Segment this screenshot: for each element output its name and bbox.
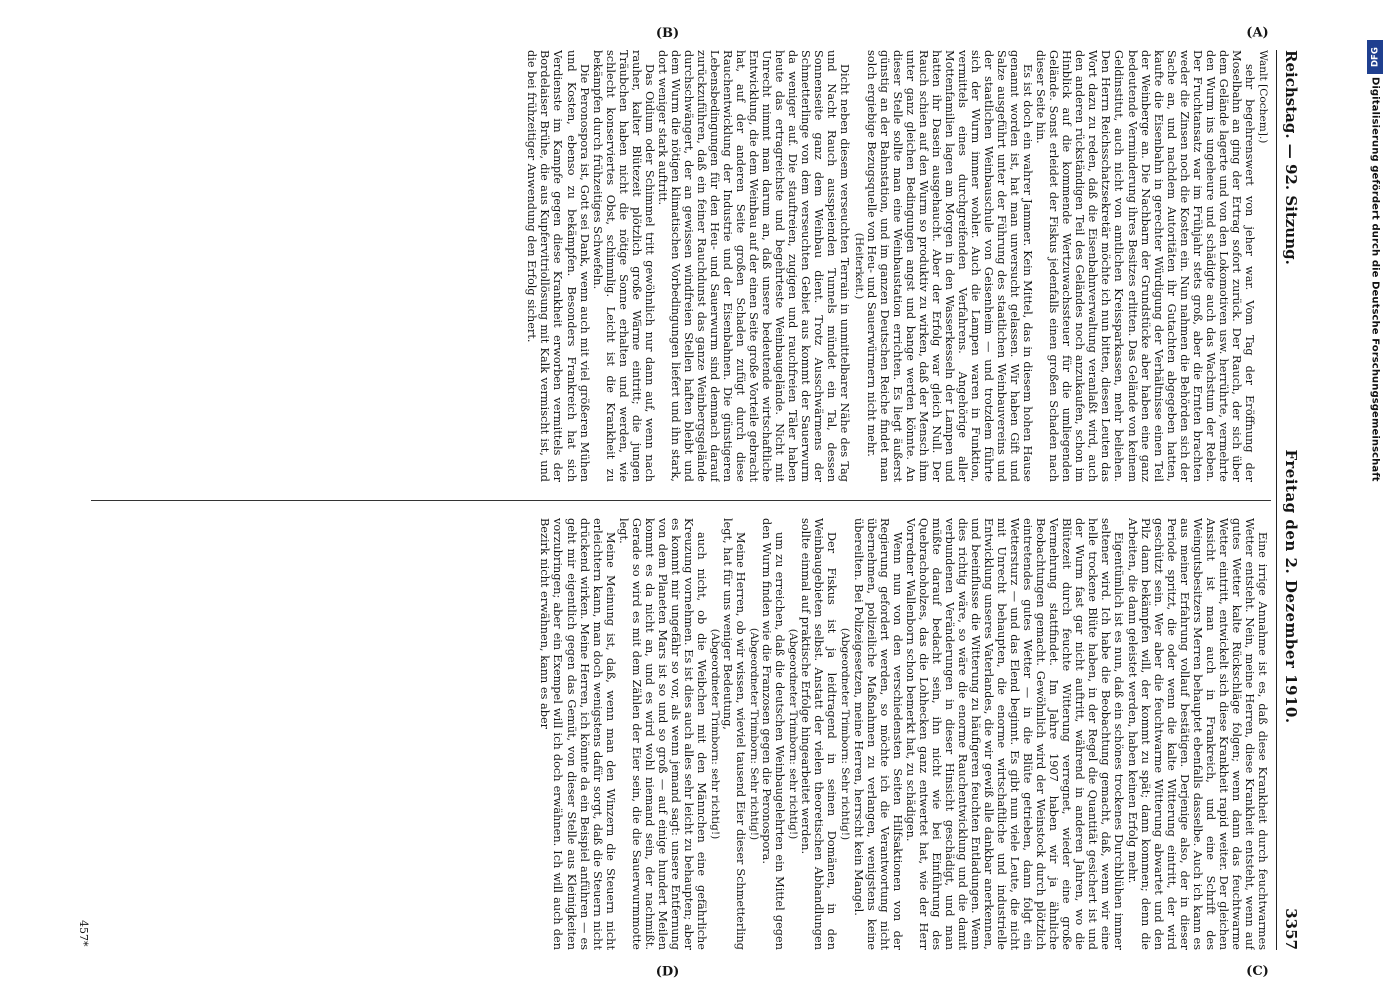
dfg-logo-text: DFG bbox=[1370, 47, 1380, 67]
page-number: 3357 bbox=[1282, 908, 1300, 950]
header-date: Freitag den 2. Dezember 1910. bbox=[1282, 449, 1300, 724]
paragraph: auch nicht, ob die Weibchen mit den Männchen eine gefährliche Kreuzung vornehmen. Es ist dies auch alles sehr leicht zu behaupten; aber es kommt mir ungefähr so vor, als wenn jemand sagt: unsere Entfernung von dem Planeten Mars ist so und so groß — auf einige hundert Meilen kommt es da nicht an, und es wird wohl niemand sein, der nachmißt. Gerade so wird es mit dem Zählen der Eier sein, die die Sauerwurmmotte legt. bbox=[616, 518, 708, 950]
left-column bbox=[89, 50, 1269, 482]
paragraph: Das Oidium oder Schimmel tritt gewöhnlich nur dann auf, wenn nach rauher, kalter Blütezeit plötzlich große Wärme eintritt; die jungen Träubchen haben nicht die nötige Sonne erhalten und werden, wie schlecht konserviertes Obst, schimmlig. Leicht ist die Krankheit zu bekämpfen durch frühzeitiges Schwefeln. bbox=[590, 50, 656, 482]
stage-direction: (Abgeordneter Trimborn: Sehr richtig!) bbox=[839, 627, 852, 841]
stage-direction: (Abgeordneter Trimborn: sehr richtig!) bbox=[709, 628, 722, 840]
stage-direction: (Abgeordneter Trimborn: Sehr richtig!) bbox=[748, 627, 761, 841]
margin-marker-a: (A) bbox=[1246, 25, 1269, 41]
digitization-caption-text: Digitalisierung gefördert durch die Deutsche Forschungsgemeinschaft bbox=[1369, 77, 1381, 482]
digitization-caption bbox=[1364, 40, 1383, 965]
signature-mark: 457* bbox=[77, 920, 90, 947]
stage-direction: (Abgeordneter Trimborn: sehr richtig!) bbox=[787, 628, 800, 840]
paragraph: Meine Meinung ist, daß, wenn man den Winzern die Steuern nicht erleichtern kann, man doch wenigstens dafür sorgt, daß die Steuern nicht drückend wirken. Meine Herren, ich könnte da ein Beispiel anführen — es geht mir eigentlich gegen das Gemüt, von dieser Stelle aus Kleinigkeiten vorzubringen; aber ein Exempel will ich doch erwähnen. Ich will auch den Bezirk nicht erwähnen, kann es aber bbox=[538, 518, 617, 950]
header-left: Reichstag. — 92. Sitzung. bbox=[1282, 50, 1300, 265]
rotated-document-page bbox=[75, 25, 1305, 980]
column-divider bbox=[91, 500, 1271, 501]
stage-direction: (Heiterkeit.) bbox=[852, 232, 865, 300]
speaker-line: Wanlt [Cochem].) bbox=[1257, 50, 1269, 144]
paragraph: um zu erreichen, daß die deutschen Weinbaugelehrten ein Mittel gegen den Wurm finden wie die Franzosen gegen die Peronospora. bbox=[760, 518, 787, 950]
margin-marker-b: (B) bbox=[655, 26, 680, 42]
margin-marker-d: (D) bbox=[655, 964, 680, 980]
paragraph: Dicht neben diesem verseuchten Terrain in unmittelbarer Nähe des Tag und Nacht Rauch ausspeienden Tunnels mündet ein Tal, dessen Sonnenseite ganz dem Weinbau dient. Trotz Ausschwärmens der Schmetterlinge von dem verseuchten Gebiet aus kommt der Sauerwurm da weniger auf. Die stauftreien, zugigen und rauchfreien Täler haben heute das ertragreichste und begehrteste Weinbaugelände. Nicht mit Unrecht nimmt man darum an, daß unsere bedeutende wirtschaftliche Entwicklung, die dem Weinbau auf der einen Seite große Vorteile gebracht hat, auf der anderen Seite großen Schaden zufügt durch diese Rauchentwicklung der Industrie und der Eisenbahnen. Die günstigeren Lebensbedingungen für den Heu- und Sauerwurm sind demnach darauf zurückzuführen, daß ein feiner Rauchdunst das ganze Weinbergsgelände durchschwängert, der an gewissen windfreien Stellen haften bleibt und dem Wurm die nötigen klimatischen Vorbedingungen liefert und ihn stark, dort weniger stark auftritt. bbox=[655, 50, 852, 482]
paragraph: Der Fiskus ist ja leidtragend in seinen Domänen, in den Weinbaugebieten selbst. Anstatt der vielen theoretischen Abhandlungen sollte einmal auf praktische Erfolge hingearbeitet werden. bbox=[799, 518, 839, 950]
margin-marker-c: (C) bbox=[1246, 963, 1269, 979]
paragraph: Es ist doch ein wahrer Jammer. Kein Mittel, das in diesem hohen Hause genannt worden ist, hat man unversucht gelassen. Wir haben Gift und Salze ausgeführt unter der Führung des staatlichen Weinbauvereins und der staatlichen Weinbauschule von Geisenheim — und trotzdem führte sich der Wurm immer wohler. Auch die Lampen waren in Funktion, vermittels eines durchgreifenden Verfahrens. Angehörige aller Mottenfamilien lagen am Morgen in den Wasserkesseln der Lampen und hatten ihr Dasein ausgehaucht. Aber der Erfolg war gleich Null. Der Rauch schien auf den Wurm so produktiv zu wirken, daß der Mensch ihm unter ganz gleichen Bedingungen angst und bange werden könnte. An dieser Stelle sollte man eine Weinbaustation errichten. Es liegt äußerst günstig an der Bahnstation, und im ganzen Deutschen Reiche findet man solch ergiebige Bezugsquelle von Heu- und Sauerwürmern nicht mehr. bbox=[864, 50, 1035, 482]
dfg-logo bbox=[1367, 40, 1383, 74]
paragraph: sehr begehrenswert von jeher war. Vom Tag der Eröffnung der Moselbahn an ging der Ertrag sofort zurück. Der Rauch, der sich über dem Gelände lagerte und von den Lokomotiven usw. herrührte, vermehrte den Wurm ins ungeheure und schädigte auch das Wachstum der Reben. Der Fruchtansatz war im Frühjahr stets groß, aber die Ernten brachten weder die Zinsen noch die Kosten ein. Nun nahmen die Behörden sich der Sache an, und nachdem Autoritäten ihr Gutachten abgegeben hatten, kaufte die Eisenbahn in gerechter Würdigung der Verhältnisse einen Teil der Weinberge an. Die Nachbarn der Grundstücke aber haben eine ganz bedeutende Verminderung ihres Besitzes erlitten. Das Gelände von keinem Geldinstitut, auch nicht von amtlichen Kreissparkassen, mehr beliehen. Den Herrn Reichsschatzsekretär möchte ich nun bitten, diesen Leuten das Wort dazu zu reden, daß die Eisenbahnverwaltung veranlaßt wird, auch den anderen rückständigen Teil des Geländes noch anzukaufen, schon im Hinblick auf die kommende Wertzuwachssteuer für die umliegenden Gelände. Sonst erleidet der Fiskus jedenfalls einen großen Schaden nach dieser Seite hin. bbox=[1034, 50, 1256, 482]
running-header bbox=[1276, 50, 1305, 950]
right-column bbox=[89, 518, 1269, 950]
paragraph: Meine Herren, ob wir wissen, wieviel tausend Eier dieser Schmetterling legt, hat für uns weniger Bedeutung, bbox=[721, 518, 748, 950]
paragraph: Eigentümlich ist es nun, daß ein schönes trockenes Durchblühen immer seltener wird. Ich habe die Beobachtung gemacht, daß, wenn wir eine helle trockene Blüte haben, in der Regel die Quantität gesichert ist und der Wurm fast gar nicht auftritt, während in anderen Jahren, wo die Blütezeit durch feuchte Witterung verregnet, wieder eine große Vermehrung stattfindet. Im Jahre 1907 haben wir ja ähnliche Beobachtungen gemacht. Gewöhnlich wird der Weinstock durch plötzlich eintretendes gutes Wetter — in die Blüte getrieben, dann folgt ein Wettersturz — und das Elend beginnt. Es gibt nun viele Leute, die nicht mit Unrecht behaupten, die enorme wirtschaftliche und industrielle Entwicklung unseres Vaterlandes, die wir gewiß alle dankbar anerkennen, und beeinflusse die Witterung zu häufigeren feuchten Entladungen. Wenn dies richtig wäre, so wäre die enorme Rauchentwicklung und die damit verbundenen Veränderungen in dieser Hinsicht geschädigt, und man müßte darauf bedacht sein, ihn nicht wie bei Einführung des Quebrachoholzes, das die Lohhecken ganz entwertet hat, wie der Herr Vorredner Wallenborn schon bemerkt hat, zu schädigen. bbox=[903, 518, 1126, 950]
paragraph: Die Peronospora ist, Gott sei Dank, wenn auch mit viel größeren Mühen und Kosten, ebenso zu bekämpfen. Besonders Frankreich hat sich Verdienste im Kampfe gegen diese Krankheit erworben vermittels der Bordelaiser Brühe, die aus Kupfervitriollösung mit Kalk vermischt ist, und die bei frühzeitiger Anwendung den Erfolg sichert. bbox=[525, 50, 591, 482]
paragraph: Eine irrige Annahme ist es, daß diese Krankheit durch feuchtwarmes Wetter entsteht. Nein, meine Herren, diese Krankheit entsteht, wenn auf gutes Wetter kalte Rückschläge folgen; wenn dann das feuchtwarme Wetter eintritt, entwickelt sich diese Krankheit rapid weiter. Der gleichen Ansicht ist man auch in Frankreich, und eine Schrift des Weingutsbesitzers Merren behauptet ebenfalls dasselbe. Auch ich kann es aus meiner Erfahrung vollauf bestätigen. Derjenige also, der in dieser Periode spritzt, die oder wenn die kalte Witterung eintritt, der wird geschützt sein. Wer aber die feuchtwarme Witterung abwartet und den Pilz dann bekämpfen will, der kommt zu spät; dann kommen; denn die Arbeiten, die dann geleistet werden, haben keinen Erfolg mehr. bbox=[1125, 518, 1269, 950]
paragraph: Wenn nun von den verschiedensten Seiten Hilfsaktionen von der Regierung gefordert werden, so möchte ich die Verantwortung nicht übernehmen, polizeiliche Maßnahmen zu verlangen, wenigstens keine übereilten. Bei Polizeigesetzen, meine Herren, herrscht kein Mangel. bbox=[851, 518, 904, 950]
